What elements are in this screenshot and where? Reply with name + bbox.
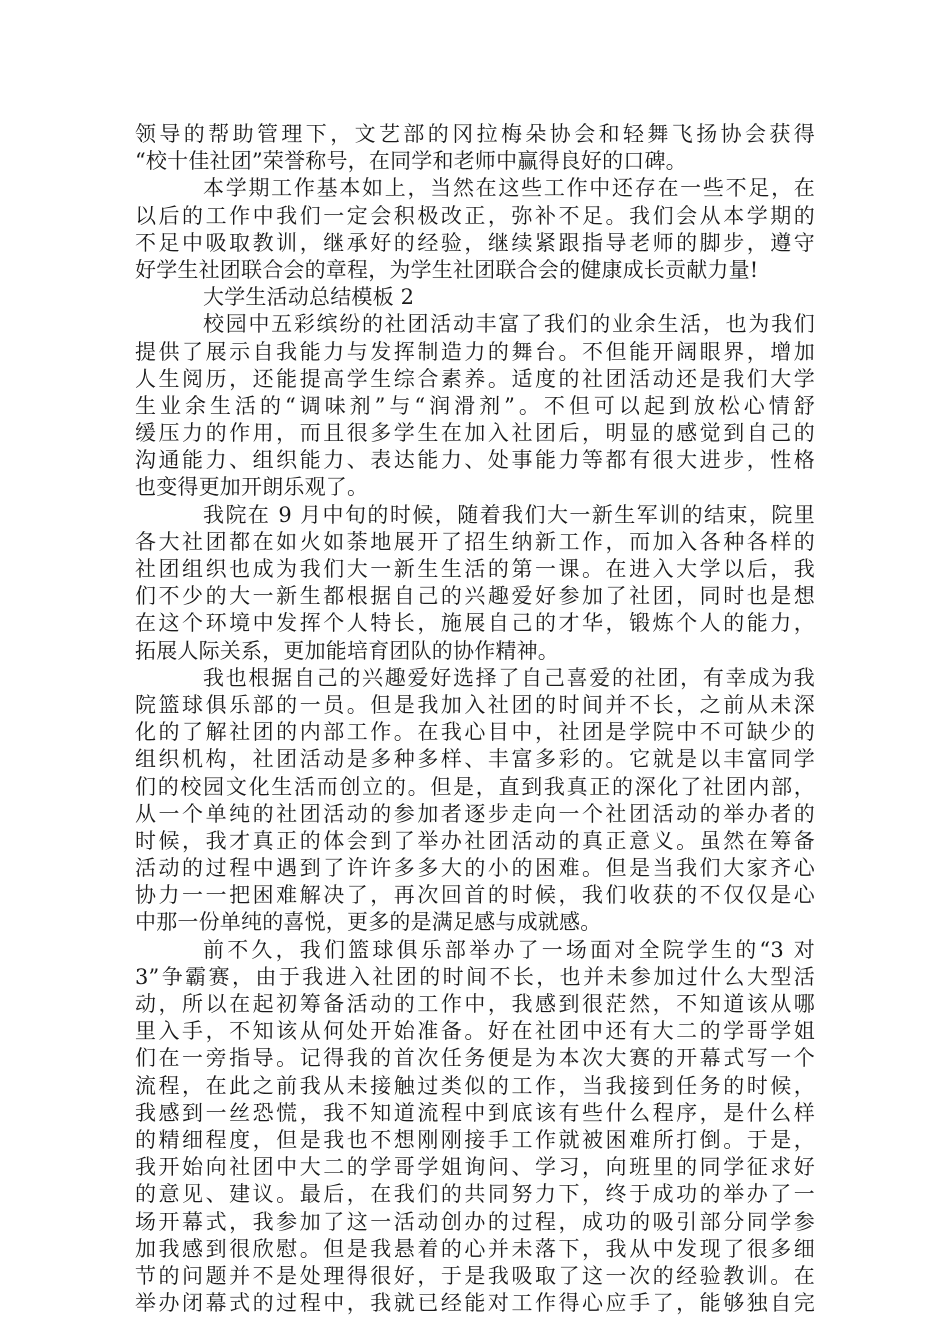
text-line: 以后的工作中我们一定会积极改正，弥补不足。我们会从本学期的 — [135, 203, 815, 228]
text-line: 中那一份单纯的喜悦，更多的是满足感与成就感。 — [135, 910, 602, 935]
text-line: 组织机构，社团活动是多种多样、丰富多彩的。它就是以丰富同学 — [135, 747, 815, 772]
text-line: 我也根据自己的兴趣爱好选择了自己喜爱的社团，有幸成为我 — [203, 665, 815, 690]
text-line: 缓压力的作用，而且很多学生在加入社团后，明显的感觉到自己的 — [135, 421, 815, 446]
text-line: 我感到一丝恐慌，我不知道流程中到底该有些什么程序，是什么样 — [135, 1100, 815, 1125]
text-line: 协力一一把困难解决了，再次回首的时候，我们收获的不仅仅是心 — [135, 883, 815, 908]
document-body — [135, 121, 815, 1317]
text-line: 举办闭幕式的过程中，我就已经能对工作得心应手了，能够独自完 — [135, 1291, 815, 1316]
text-line: 拓展人际关系，更加能培育团队的协作精神。 — [135, 638, 559, 663]
text-line: 们不少的大一新生都根据自己的兴趣爱好参加了社团，同时也是想 — [135, 584, 815, 609]
text-line: 各大社团都在如火如荼地展开了招生纳新工作，而加入各种各样的 — [135, 529, 815, 554]
text-line: 加我感到很欣慰。但是我悬着的心并未落下，我从中发现了很多细 — [135, 1236, 815, 1261]
text-line: 生业余生活的“调味剂”与“润滑剂”。不但可以起到放松心情舒 — [135, 393, 815, 418]
text-line: 院篮球俱乐部的一员。但是我加入社团的时间并不长，之前从未深 — [135, 692, 815, 717]
text-line: “校十佳社团”荣誉称号，在同学和老师中赢得良好的口碑。 — [135, 149, 687, 174]
text-line: 节的问题并不是处理得很好，于是我吸取了这一次的经验教训。在 — [135, 1263, 815, 1288]
text-line: 动，所以在起初筹备活动的工作中，我感到很茫然，不知道该从哪 — [135, 992, 815, 1016]
text-line: 社团组织也成为我们大一新生生活的第一课。在进入大学以后，我 — [135, 557, 815, 581]
text-line: 前不久，我们篮球俱乐部举办了一场面对全院学生的“3 对 — [203, 937, 815, 962]
text-line: 时候，我才真正的体会到了举办社团活动的真正意义。虽然在筹备 — [135, 828, 815, 853]
text-line: 的意见、建议。最后，在我们的共同努力下，终于成功的举办了一 — [135, 1182, 815, 1207]
text-line: 里入手，不知该从何处开始准备。好在社团中还有大二的学哥学姐 — [135, 1019, 815, 1044]
text-line: 沟通能力、组织能力、表达能力、处事能力等都有很大进步，性格 — [135, 448, 815, 473]
text-line: 从一个单纯的社团活动的参加者逐步走向一个社团活动的举办者的 — [135, 801, 815, 826]
text-line: 好学生社团联合会的章程，为学生社团联合会的健康成长贡献力量! — [135, 257, 759, 282]
text-line: 的精细程度，但是我也不想刚刚接手工作就被困难所打倒。于是， — [135, 1127, 815, 1152]
text-line: 化的了解社团的内部工作。在我心目中，社团是学院中不可缺少的 — [135, 720, 815, 745]
text-line: 人生阅历，还能提高学生综合素养。适度的社团活动还是我们大学 — [135, 366, 815, 391]
text-line: 校园中五彩缤纷的社团活动丰富了我们的业余生活，也为我们 — [203, 312, 815, 337]
text-line: 们的校园文化生活而创立的。但是，直到我真正的深化了社团内部， — [135, 774, 815, 799]
text-line: 在这个环境中发挥个人特长，施展自己的才华，锻炼个人的能力， — [135, 611, 815, 636]
text-line: 也变得更加开朗乐观了。 — [135, 475, 369, 500]
text-line: 不足中吸取教训，继承好的经验，继续紧跟指导老师的脚步，遵守 — [135, 230, 815, 255]
text-line: 领导的帮助管理下，文艺部的冈拉梅朵协会和轻舞飞扬协会获得 — [135, 122, 815, 146]
text-line: 我开始向社团中大二的学哥学姐询问、学习，向班里的同学征求好 — [135, 1155, 815, 1180]
text-line: 3”争霸赛，由于我进入社团的时间不长，也并未参加过什么大型活 — [135, 964, 815, 989]
text-line: 流程，在此之前我从未接触过类似的工作，当我接到任务的时候， — [135, 1073, 815, 1098]
text-line: 活动的过程中遇到了许许多多大的小的困难。但是当我们大家齐心 — [135, 856, 815, 881]
text-line: 提供了展示自我能力与发挥制造力的舞台。不但能开阔眼界，增加 — [135, 339, 815, 364]
text-line: 本学期工作基本如上，当然在这些工作中还存在一些不足，在 — [203, 176, 815, 201]
text-line: 场开幕式，我参加了这一活动创办的过程，成功的吸引部分同学参 — [135, 1209, 815, 1234]
text-line: 我院在 9 月中旬的时候，随着我们大一新生军训的结束，院里 — [203, 502, 815, 527]
text-line: 大学生活动总结模板 2 — [203, 285, 415, 310]
text-line: 们在一旁指导。记得我的首次任务便是为本次大赛的开幕式写一个 — [135, 1046, 815, 1071]
